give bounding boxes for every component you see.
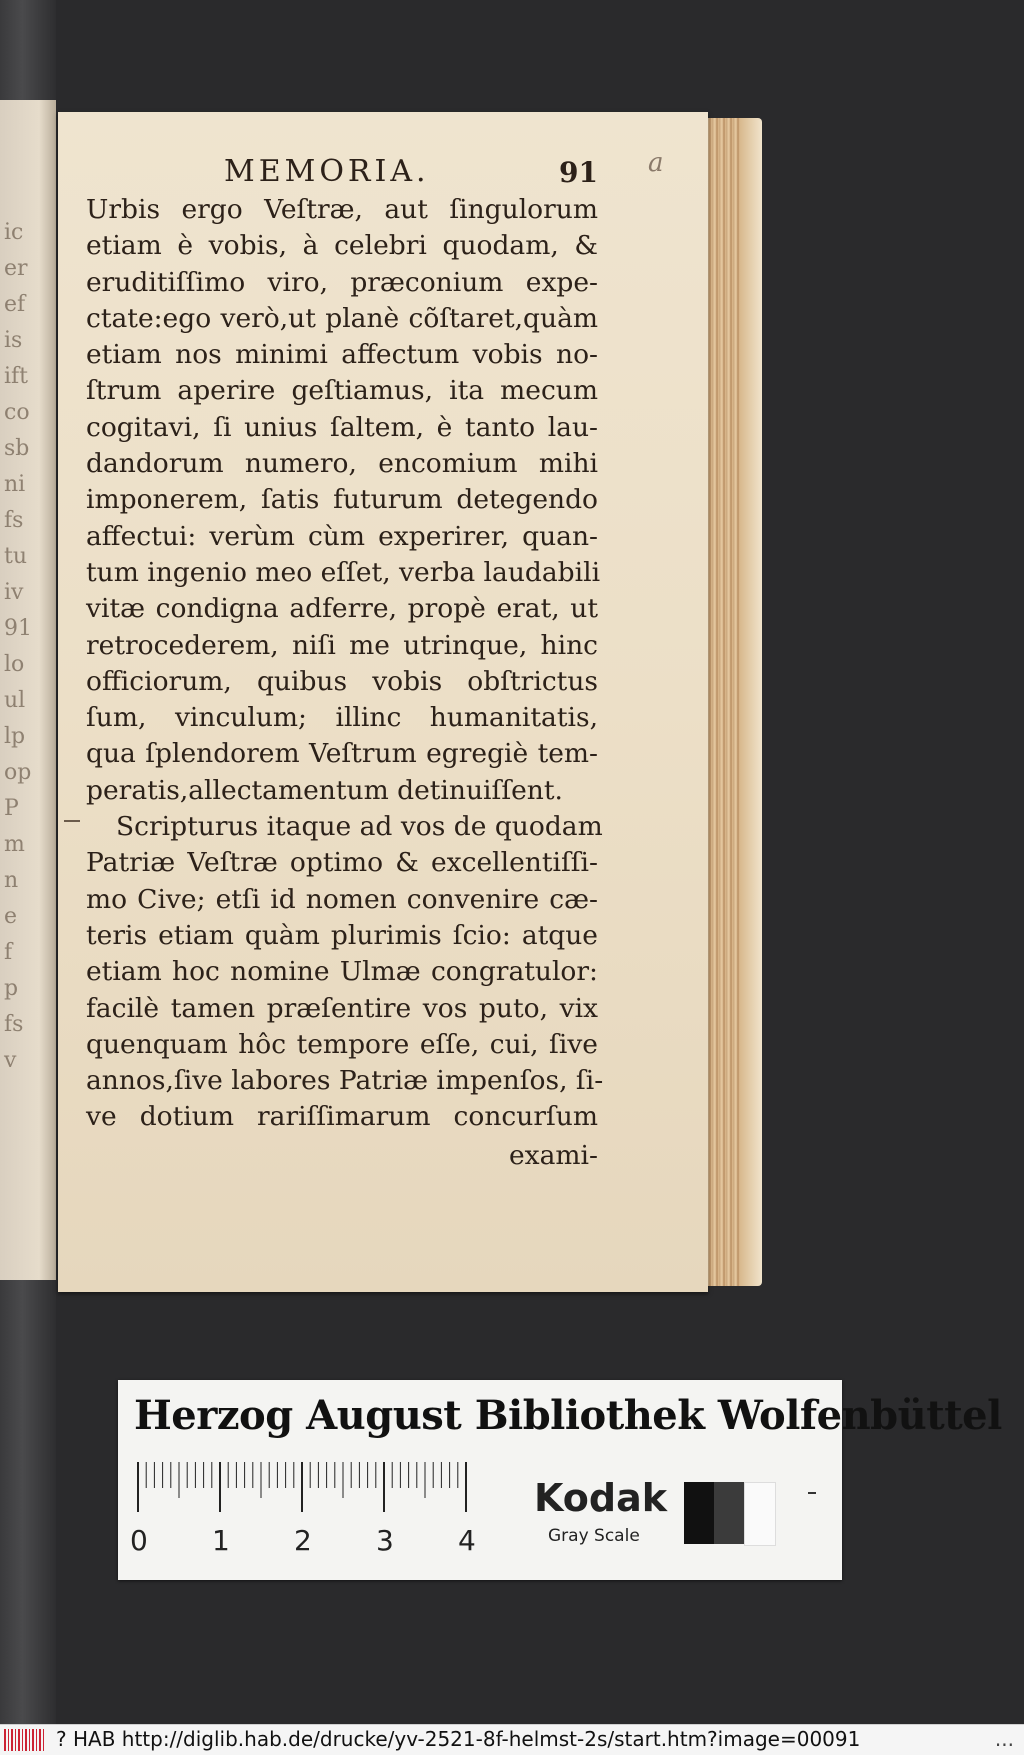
- previous-page-edge: [0, 100, 56, 1280]
- page-edges-light: [740, 118, 762, 1286]
- prev-page-fragment: op: [4, 760, 32, 785]
- prev-page-fragment: ul: [4, 688, 26, 713]
- text-line: eruditiſſimo viro, præconium expe-: [86, 266, 598, 298]
- text-line: tum ingenio meo eſſet, verba laudabili: [86, 556, 601, 588]
- status-bar: [0, 1724, 1024, 1755]
- gray-patch-dark: [714, 1482, 744, 1544]
- prev-page-fragment: ic: [4, 220, 24, 245]
- gray-patch-white: [744, 1482, 776, 1546]
- prev-page-fragment: p: [4, 976, 19, 1001]
- text-line: Urbis ergo Veſtræ, aut ſingulorum: [86, 194, 598, 225]
- text-line: ve dotium rariſſimarum concurſum: [86, 1101, 598, 1133]
- text-line: peratis,allectamentum detinuiſſent.: [86, 774, 563, 806]
- running-head: MEMORIA.: [224, 154, 430, 189]
- text-line: mo Cive; etſi id nomen convenire cæ-: [86, 883, 598, 915]
- text-line: etiam nos minimi affectum vobis no-: [86, 339, 598, 371]
- ruler-number: 4: [458, 1524, 476, 1557]
- text-line: cogitavi, ſi unius ſaltem, è tanto lau-: [86, 411, 598, 443]
- text-line: dandorum numero, encomium mihi: [86, 448, 598, 480]
- ruler-number: 1: [212, 1524, 230, 1557]
- prev-page-fragment: ni: [4, 472, 26, 497]
- text-line: officiorum, quibus vobis obſtrictus: [86, 665, 598, 697]
- text-line: affectui: verùm cùm experirer, quan-: [86, 520, 598, 552]
- prev-page-fragment: ef: [4, 292, 26, 317]
- barcode-icon: [4, 1729, 44, 1751]
- margin-mark: [64, 820, 80, 822]
- margin-annotation: a: [648, 148, 664, 178]
- prev-page-fragment: n: [4, 868, 19, 893]
- color-calibration-bar: [118, 1380, 1002, 1580]
- text-line: retrocederem, niſi me utrinque, hinc: [86, 629, 598, 661]
- ruler-number: 0: [130, 1524, 148, 1557]
- prev-page-fragment: er: [4, 256, 28, 281]
- ruler-number: 3: [376, 1524, 394, 1557]
- kodak-logo: Kodak: [534, 1476, 667, 1520]
- prev-page-fragment: f: [4, 940, 13, 965]
- prev-page-fragment: 91: [4, 616, 32, 641]
- text-line: teris etiam quàm plurimis ſcio: atque: [86, 919, 598, 951]
- prev-page-fragment: lp: [4, 724, 26, 749]
- text-line: qua ſplendorem Veſtrum egregiè tem-: [86, 738, 598, 770]
- page-header: [86, 150, 598, 192]
- prev-page-fragment: lo: [4, 652, 25, 677]
- institution-name: Herzog August Bibliothek Wolfenbüttel: [134, 1392, 1002, 1439]
- prev-page-fragment: tu: [4, 544, 28, 569]
- prev-page-fragment: P: [4, 796, 19, 821]
- catchword: exami-: [509, 1139, 598, 1171]
- scale-ruler: [130, 1458, 524, 1568]
- text-line: quenquam hôc tempore eſſe, cui, ſive: [86, 1028, 598, 1060]
- text-line: ſtrum aperire geſtiamus, ita mecum: [86, 375, 598, 407]
- prev-page-fragment: sb: [4, 436, 30, 461]
- page-number: 91: [559, 156, 598, 189]
- status-url[interactable]: ? HAB http://diglib.hab.de/drucke/yv-2521-8f-helmst-2s/start.htm?image=00091: [56, 1727, 861, 1751]
- prev-page-fragment: m: [4, 832, 25, 857]
- prev-page-fragment: v: [4, 1048, 17, 1073]
- prev-page-fragment: ift: [4, 364, 29, 389]
- prev-page-fragment: iv: [4, 580, 24, 605]
- text-line: Scripturus itaque ad vos de quodam: [116, 811, 603, 843]
- text-line: facilè tamen præſentire vos puto, vix: [86, 992, 598, 1024]
- text-line: etiam è vobis, à celebri quodam, &: [86, 230, 598, 262]
- text-line: ctate:ego verò,ut planè cõſtaret,quàm: [86, 302, 598, 334]
- prev-page-fragment: fs: [4, 1012, 24, 1037]
- gray-scale-label: Gray Scale: [548, 1526, 640, 1546]
- text-line: etiam hoc nomine Ulmæ congratulor:: [86, 956, 598, 988]
- text-lines: [86, 192, 604, 1136]
- text-line: annos,ſive labores Patriæ impenſos, ſi-: [86, 1065, 604, 1097]
- bar-mark: [808, 1492, 816, 1494]
- more-icon[interactable]: ...: [994, 1727, 1014, 1751]
- prev-page-fragment: fs: [4, 508, 24, 533]
- prev-page-fragment: co: [4, 400, 30, 425]
- ruler-number: 2: [294, 1524, 312, 1557]
- text-line: imponerem, ſatis futurum detegendo: [86, 484, 598, 516]
- gray-patch-black: [684, 1482, 714, 1544]
- text-line: vitæ condigna adferre, propè erat, ut: [86, 593, 598, 625]
- page-text: [86, 150, 604, 1174]
- text-line: Patriæ Veſtræ optimo & excellentiſſi-: [86, 847, 598, 879]
- text-line: ſum, vinculum; illinc humanitatis,: [86, 702, 598, 734]
- prev-page-fragment: e: [4, 904, 18, 929]
- prev-page-fragment: is: [4, 328, 23, 353]
